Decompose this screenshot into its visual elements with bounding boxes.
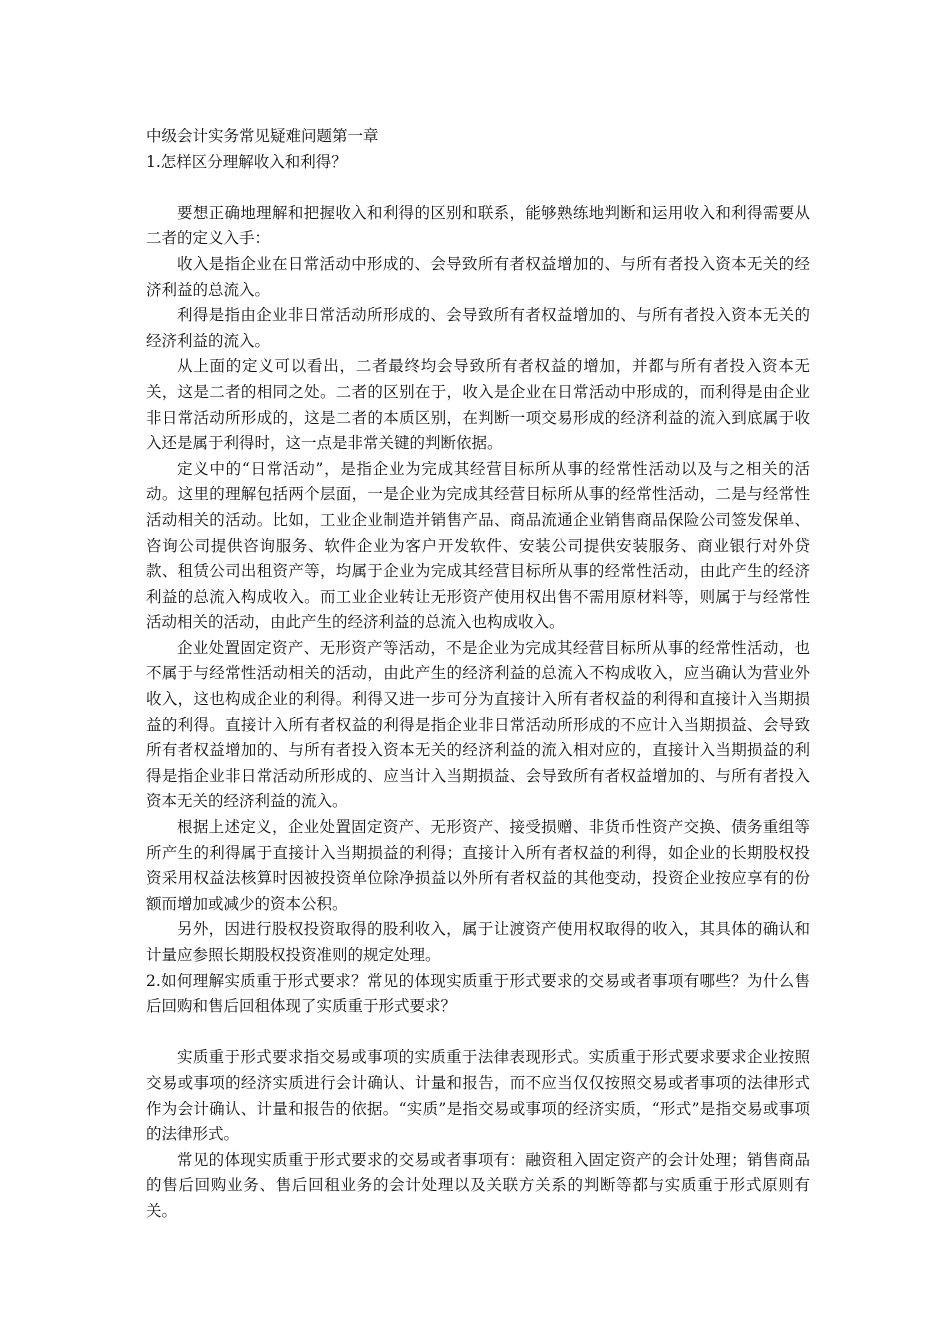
document-title: 中级会计实务常见疑难问题第一章	[146, 127, 379, 145]
paragraph: 另外，因进行股权投资取得的股利收入，属于让渡资产使用权取得的收入，其具体的确认和计量应参照长期股权投资准则的规定处理。	[146, 920, 810, 964]
paragraph: 根据上述定义，企业处置固定资产、无形资产、接受损赠、非货币性资产交换、债务重组等所产生的利得属于直接计入当期损益的利得；直接计入所有者权益的利得，如企业的长期股权投资采用权益法核算时因被投资单位除净损益以外所有者权益的其他变动，投资企业按应享有的份额而增加或减少的资本公积。	[146, 818, 810, 913]
question-1-heading: 1.怎样区分理解收入和利得？	[146, 152, 347, 171]
paragraph: 定义中的“日常活动”，是指企业为完成其经营目标所从事的经常性活动以及与之相关的活动。这里的理解包括两个层面，一是企业为完成其经营目标所从事的经常性活动，二是与经常性活动相关的活动。比如，工业企业制造并销售产品、商品流通企业销售商品保险公司签发保单、咨询公司提供咨询服务、软件企业为客户开发软件、安装公司提供安装服务、商业银行对外贷款、租赁公司出租资产等，均属于企业为完成其经营目标所从事的经常性活动，由此产生的经济利益的总流入构成收入。而工业企业转让无形资产使用权出售不需用原材料等，则属于与经常性活动相关的活动，由此产生的经济利益的总流入也构成收入。	[146, 459, 810, 632]
paragraph: 企业处置固定资产、无形资产等活动，不是企业为完成其经营目标所从事的经常性活动，也不属于与经常性活动相关的活动，由此产生的经济利益的总流入不构成收入，应当确认为营业外收入，这也构成企业的利得。利得又进一步可分为直接计入所有者权益的利得和直接计入当期损益的利得。直接计入所有者权益的利得是指企业非日常活动所形成的不应计入当期损益、会导致所有者权益增加的、与所有者投入资本无关的经济利益的流入相对应的，直接计入当期损益的利得是指企业非日常活动所形成的、应当计入当期损益、会导致所有者权益增加的、与所有者投入资本无关的经济利益的流入。	[146, 638, 810, 811]
document-page	[146, 124, 810, 1225]
spacer	[146, 175, 810, 201]
paragraph: 利得是指由企业非日常活动所形成的、会导致所有者权益增加的、与所有者投入资本无关的经济利益的流入。	[146, 306, 810, 350]
question-2-heading: 2.如何理解实质重于形式要求？常见的体现实质重于形式要求的交易或者事项有哪些？为什么售后回购和售后回租体现了实质重于形式要求？	[146, 971, 810, 1016]
paragraph: 要想正确地理解和把握收入和利得的区别和联系，能够熟练地判断和运用收入和利得需要从二者的定义入手：	[146, 203, 810, 248]
spacer	[146, 1020, 810, 1046]
paragraph: 常见的体现实质重于形式要求的交易或者事项有：融资租入固定资产的会计处理；销售商品的售后回购业务、售后回租业务的会计处理以及关联方关系的判断等都与实质重于形式原则有关。	[146, 1150, 810, 1220]
paragraph: 从上面的定义可以看出，二者最终均会导致所有者权益的增加，并都与所有者投入资本无关，这是二者的相同之处。二者的区别在于，收入是企业在日常活动中形成的，而利得是由企业非日常活动所形成的，这是二者的本质区别，在判断一项交易形成的经济利益的流入到底属于收入还是属于利得时，这一点是非常关键的判断依据。	[146, 357, 810, 453]
paragraph: 收入是指企业在日常活动中形成的、会导致所有者权益增加的、与所有者投入资本无关的经济利益的总流入。	[146, 254, 810, 299]
paragraph: 实质重于形式要求指交易或事项的实质重于法律表现形式。实质重于形式要求要求企业按照交易或事项的经济实质进行会计确认、计量和报告，而不应当仅仅按照交易或者事项的法律形式作为会计确认、计量和报告的依据。“实质”是指交易或事项的经济实质，“形式”是指交易或事项的法律形式。	[146, 1048, 810, 1144]
